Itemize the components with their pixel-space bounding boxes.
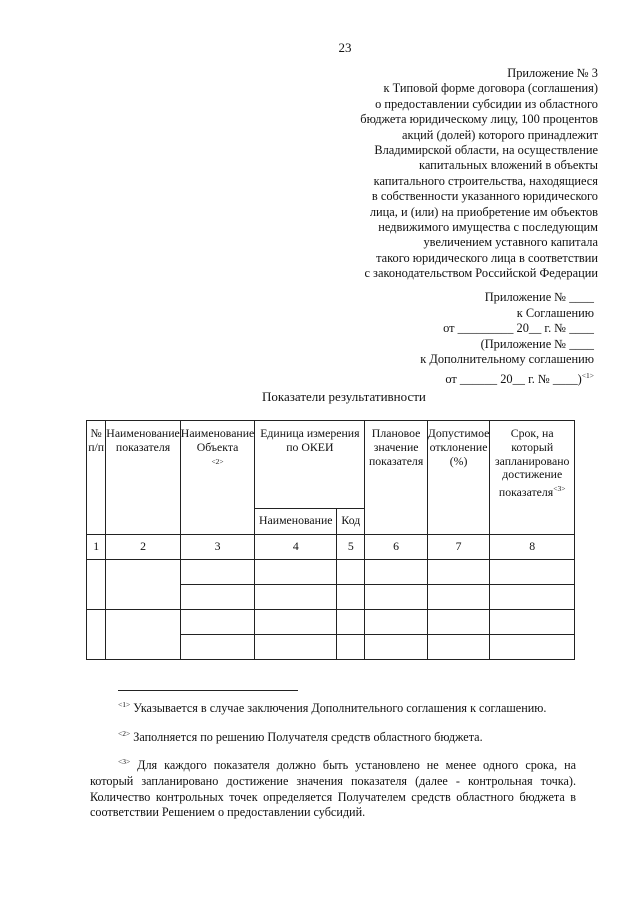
table-cell [255, 610, 337, 635]
table-cell [365, 635, 427, 660]
appendix-line: недвижимого имущества с последующим [378, 220, 598, 235]
agreement-line: от _________ 20__ г. № ____ [443, 321, 594, 336]
table-cell [427, 635, 490, 660]
table-row [87, 610, 575, 635]
table-cell [87, 560, 106, 610]
footnote-mark: <2> [118, 728, 131, 738]
header-deviation: Допустимое отклонение (%) [427, 421, 490, 535]
column-number: 7 [427, 535, 490, 560]
column-number: 5 [337, 535, 365, 560]
appendix-header [308, 66, 598, 282]
header-unit: Единица измерения по ОКЕИ [255, 421, 365, 509]
appendix-line: Владимирской области, на осуществление [374, 143, 598, 158]
table-cell [106, 560, 181, 610]
table-cell [337, 635, 365, 660]
appendix-line: капитального строительства, находящиеся [373, 173, 598, 188]
footnote-text: Для каждого показателя должно быть установлено не менее одного срока, на который запланировано достижение значения показателя (далее - контрольная точка). Количество контрольных точек определяется Получателем средств областного бюджета в соответствии Решением о предоставлении субсидий. [90, 758, 576, 820]
appendix-line: к Типовой форме договора (соглашения) [383, 81, 598, 96]
table-cell [427, 585, 490, 610]
appendix-line: такого юридического лица в соответствии [376, 250, 598, 265]
agreement-line: к Дополнительному соглашению [420, 352, 594, 367]
table-row [87, 560, 575, 585]
appendix-line: в собственности указанного юридического [371, 189, 598, 204]
table-cell [337, 585, 365, 610]
header-unit-name: Наименование [255, 509, 337, 535]
agreement-line: (Приложение № ____ [480, 336, 594, 351]
table-cell [180, 635, 255, 660]
table-cell [490, 585, 575, 610]
column-number: 8 [490, 535, 575, 560]
column-number: 3 [180, 535, 255, 560]
table-cell [337, 610, 365, 635]
column-number: 6 [365, 535, 427, 560]
header-object-label: Наименование Объекта [180, 426, 255, 454]
table-cell [365, 610, 427, 635]
footnote-ref: <1> [581, 370, 594, 380]
footnote-text: Указывается в случае заключения Дополнительного соглашения к соглашению. [130, 701, 547, 716]
header-unit-code: Код [337, 509, 365, 535]
table-cell [490, 610, 575, 635]
footnote-mark: <1> [118, 700, 131, 709]
table-cell [490, 560, 575, 585]
column-number: 1 [87, 535, 106, 560]
agreement-date-number: от ______ 20__ г. № ____) [445, 372, 582, 387]
header-indicator-name: Наименование показателя [106, 421, 181, 535]
table-cell [255, 560, 337, 585]
appendix-line: о предоставлении субсидии из областного [375, 96, 598, 111]
header-deadline-label: Срок, на который запланировано достижение показателя [494, 426, 570, 500]
page-number: 23 [338, 40, 352, 55]
column-number: 2 [106, 535, 181, 560]
appendix-line: капитальных вложений в объекты [419, 158, 598, 173]
agreement-header [354, 290, 594, 388]
table-cell [180, 610, 255, 635]
table-cell [87, 610, 106, 660]
agreement-line: к Соглашению [516, 305, 594, 320]
footnotes [90, 697, 576, 830]
header-object-name [180, 421, 255, 535]
table-cell [337, 560, 365, 585]
footnote-mark: <3> [118, 757, 131, 767]
appendix-line: лица, и (или) на приобретение им объектов [369, 204, 598, 219]
footnote-ref: <2> [211, 456, 224, 466]
appendix-line: акций (долей) которого принадлежит [401, 127, 598, 142]
header-planned-value: Плановое значение показателя [365, 421, 427, 535]
table-cell [180, 560, 255, 585]
table-cell [490, 635, 575, 660]
column-number: 4 [255, 535, 337, 560]
footnote-divider [118, 690, 298, 691]
indicators-table [86, 420, 575, 660]
table-cell [255, 585, 337, 610]
table-cell [365, 560, 427, 585]
table-cell [106, 610, 181, 660]
footnote-text: Заполняется по решению Получателя средств областного бюджета. [130, 729, 483, 744]
table-cell [365, 585, 427, 610]
table-cell [180, 585, 255, 610]
footnote-ref: <3> [553, 484, 566, 494]
appendix-line: бюджета юридическому лицу, 100 процентов [360, 112, 598, 127]
footnote-3 [90, 754, 576, 820]
document-title: Показатели результативности [262, 389, 426, 404]
footnote-2 [90, 726, 576, 746]
agreement-line [354, 368, 594, 388]
table-cell [427, 610, 490, 635]
header-number: № п/п [87, 421, 106, 535]
appendix-line: Приложение № 3 [507, 66, 598, 80]
footnote-1 [90, 697, 576, 717]
appendix-line: увеличением уставного капитала [423, 235, 598, 250]
header-deadline [490, 421, 575, 535]
table-cell [427, 560, 490, 585]
table-cell [255, 635, 337, 660]
appendix-line: с законодательством Российской Федерации [364, 266, 598, 281]
agreement-line: Приложение № ____ [484, 290, 594, 304]
